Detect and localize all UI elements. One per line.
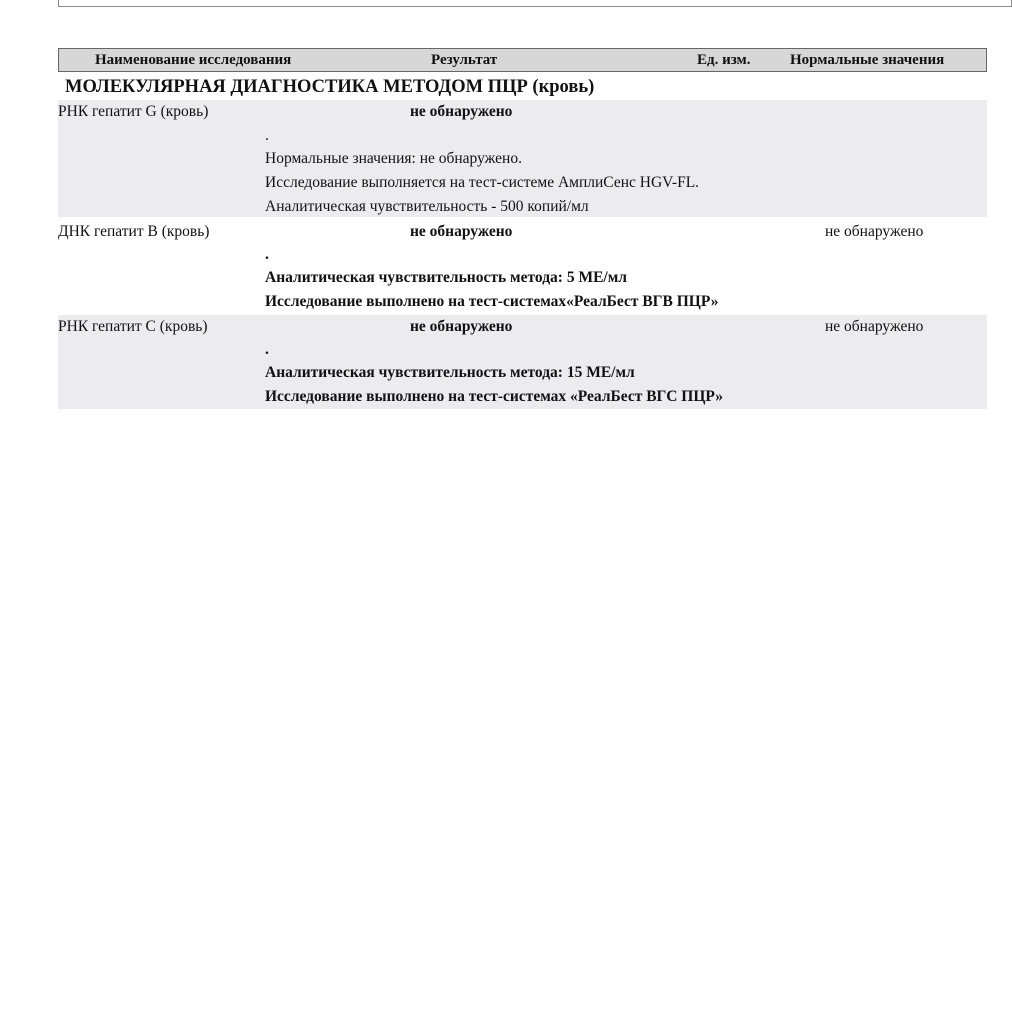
- header-unit: Ед. изм.: [697, 52, 751, 68]
- test-note: Аналитическая чувствительность метода: 5 МЕ/мл: [265, 269, 627, 286]
- header-result: Результат: [431, 52, 498, 68]
- test-normal-value: не обнаружено: [825, 318, 924, 335]
- test-note: Исследование выполнено на тест-системах«РеалБест ВГВ ПЦР»: [265, 293, 719, 310]
- test-row-hgv: [58, 100, 987, 217]
- test-note: .: [265, 127, 269, 144]
- test-note: Исследование выполняется на тест-системе АмплиСенс HGV-FL.: [265, 174, 700, 191]
- test-name: ДНК гепатит B (кровь): [58, 223, 210, 240]
- header-normal-values: Нормальные значения: [790, 52, 945, 68]
- top-frame-box: [58, 0, 1012, 7]
- test-note: Аналитическая чувствительность метода: 15 МЕ/мл: [265, 364, 635, 381]
- test-note: Нормальные значения: не обнаружено.: [265, 150, 522, 167]
- test-note: .: [265, 246, 269, 263]
- test-result: не обнаружено: [410, 223, 513, 240]
- test-result: не обнаружено: [410, 103, 513, 120]
- test-name: РНК гепатит G (кровь): [58, 103, 209, 120]
- test-normal-value: не обнаружено: [825, 223, 924, 240]
- header-test-name: Наименование исследования: [95, 52, 292, 68]
- test-name: РНК гепатит С (кровь): [58, 318, 208, 335]
- test-note: .: [265, 341, 269, 358]
- test-note: Аналитическая чувствительность - 500 копий/мл: [265, 198, 589, 215]
- test-row-hcv: [58, 315, 987, 409]
- results-table-header: [58, 48, 987, 72]
- test-note: Исследование выполнено на тест-системах «РеалБест ВГС ПЦР»: [265, 388, 723, 405]
- section-title: МОЛЕКУЛЯРНАЯ ДИАГНОСТИКА МЕТОДОМ ПЦР (кровь): [65, 77, 595, 97]
- test-row-hbv: [58, 220, 987, 315]
- test-result: не обнаружено: [410, 318, 513, 335]
